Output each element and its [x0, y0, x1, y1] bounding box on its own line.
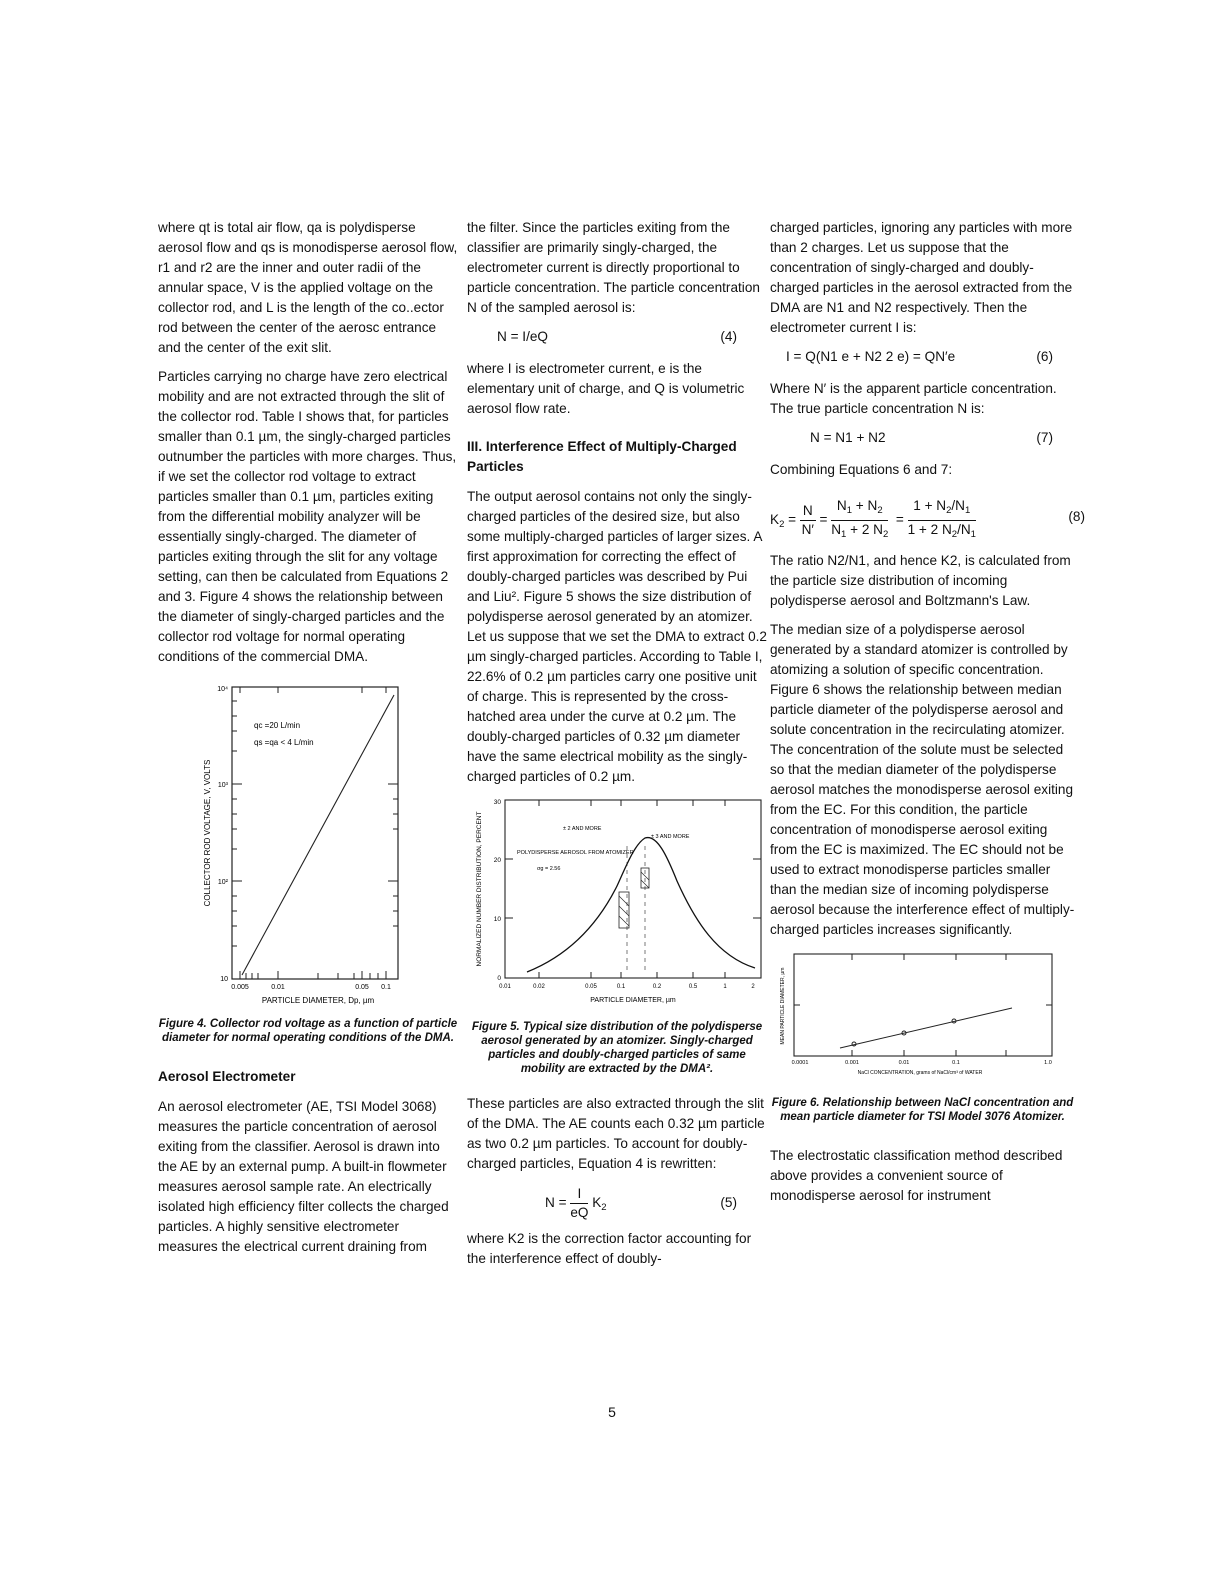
y-axis-label: NORMALIZED NUMBER DISTRIBUTION, PERCENT	[476, 811, 483, 967]
y-tick-label: 10³	[217, 782, 228, 789]
paragraph: Combining Equations 6 and 7:	[770, 462, 953, 477]
y-axis-label: MEAN PARTICLE DIAMETER, µm	[780, 967, 786, 1045]
paragraph: where K2 is the correction factor accounting for the interference effect of doubly-	[467, 1231, 752, 1266]
annotation: σg = 2.56	[537, 866, 561, 872]
figure-5-caption: Figure 5. Typical size distribution of the polydisperse aerosol generated by an atomizer. Singly-charged particles and doubly-charged particles of same mobility are extracted by the DMA².	[471, 1021, 763, 1075]
y-tick-label: 20	[493, 857, 501, 864]
legend-qc: qc =20 L/min	[254, 721, 301, 730]
x-tick-label: 2	[751, 984, 755, 990]
annotation: ± 2 AND MORE	[563, 826, 602, 832]
equation-4	[467, 327, 767, 353]
equation-6	[770, 347, 1075, 373]
trend-line	[840, 1008, 1012, 1048]
plot-frame	[794, 954, 1052, 1056]
y-axis-label: COLLECTOR ROD VOLTAGE, V, VOLTS	[203, 759, 212, 907]
equation-5	[467, 1183, 767, 1223]
figure-4	[158, 681, 458, 1045]
x-tick-label: 0.01	[898, 1060, 910, 1066]
equation-number: (4)	[720, 329, 737, 344]
paragraph: the filter. Since the particles exiting from the classifier are primarily singly-charged, the electrometer current is directly proportional to particle concentration. The particle concentration N of the sampled aerosol is:	[467, 220, 760, 315]
equation-text: I = Q(N1 e + N2 2 e) = QN′e	[786, 349, 956, 364]
paragraph: The median size of a polydisperse aerosol generated by a standard atomizer is controlled by atomizing a solution of specific concentration. Figure 6 shows the relationship between median particle diameter of the polydisperse aerosol and solute concentration in the recirculating atomizer. The concentration of the solute must be selected so that the median diameter of the polydisperse aerosol matches the monodisperse aerosol exiting from the EC. For this condition, the particle concentration of monodisperse aerosol exiting from the EC is maximized. The EC should not be used to extract monodisperse particles smaller than the median size of incoming polydisperse aerosol because the interference effect of multiply-charged particles increases significantly.	[770, 622, 1075, 937]
x-tick-label: 0.0001	[791, 1060, 809, 1066]
equation-8	[770, 489, 1085, 545]
y-tick-label: 10	[220, 976, 228, 983]
paragraph: An aerosol electrometer (AE, TSI Model 3068) measures the particle concentration of aerosol exiting from the classifier. Aerosol is drawn into the AE by an external pump. A built-in flowmeter measures aerosol sample rate. An electrically isolated high efficiency filter collects the charged particles. A highly sensitive electrometer measures the electrical current draining from	[158, 1099, 449, 1254]
annotation: ± 3 AND MORE	[651, 834, 690, 840]
equation-7	[770, 428, 1075, 454]
x-tick-label: 0.1	[952, 1060, 960, 1066]
y-tick-label: 30	[493, 799, 501, 806]
plot-frame	[232, 687, 398, 979]
section-heading: Aerosol Electrometer	[158, 1069, 296, 1084]
figure-5-chart	[467, 796, 767, 1010]
paragraph: Particles carrying no charge have zero electrical mobility and are not extracted through the slit of the collector rod. Table I shows that, for particles smaller than 0.1 µm, the singly-charged particles outnumber the particles with more charges. Thus, if we set the collector rod voltage to extract particles smaller than 0.1 µm, particles exiting from the differential mobility analyzer will be essentially singly-charged. The diameter of particles exiting through the slit for any voltage setting, can then be calculated from Equations 2 and 3. Figure 4 shows the relationship between the diameter of singly-charged particles and the collector rod voltage for normal operating conditions of the commercial DMA.	[158, 369, 457, 664]
figure-6	[770, 950, 1075, 1124]
x-tick-label: 1	[723, 984, 727, 990]
x-tick-label: 0.1	[381, 984, 391, 991]
y-tick-label: 0	[497, 975, 501, 982]
x-axis-label: PARTICLE DIAMETER, Dp, µm	[261, 996, 375, 1005]
paragraph: The output aerosol contains not only the singly-charged particles of the desired size, but also some multiply-charged particles of larger sizes. A first approximation for correcting the effect of doubly-charged particles was described by Pui and Liu². Figure 5 shows the size distribution of polydisperse aerosol generated by an atomizer. Let us suppose that we set the DMA to extract 0.2 µm singly-charged particles. According to Table I, 22.6% of 0.2 µm particles carry one positive unit of charge. This is represented by the cross-hatched area under the curve at 0.2 µm. The doubly-charged particles of 0.32 µm diameter have the same electrical mobility as the singly-charged particles of 0.2 µm.	[467, 489, 767, 784]
section-heading: III. Interference Effect of Multiply-Charged Particles	[467, 439, 737, 474]
equation-number: (6)	[1036, 349, 1053, 364]
x-tick-label: 0.01	[499, 984, 511, 990]
x-tick-label: 0.05	[585, 984, 597, 990]
voltage-line	[242, 695, 394, 975]
paragraph: Where N′ is the apparent particle concentration. The true particle concentration N is:	[770, 381, 1057, 416]
distribution-curve	[527, 838, 755, 972]
equation-number: (5)	[720, 1195, 737, 1210]
x-tick-label: 0.05	[355, 984, 369, 991]
paragraph: charged particles, ignoring any particles with more than 2 charges. Let us suppose that the concentration of singly-charged and doubly-charged particles in the aerosol extracted from the DMA are N1 and N2 respectively. Then the electrometer current I is:	[770, 220, 1073, 335]
figure-4-caption: Figure 4. Collector rod voltage as a function of particle diameter for normal operating conditions of the DMA.	[158, 1018, 458, 1044]
x-axis-label: PARTICLE DIAMETER, µm	[590, 997, 676, 1004]
x-tick-label: 0.5	[688, 984, 698, 990]
equation-text: $K_2$ = $\frac{N}{N'}$ = $\frac{N_1 + N_2}{N_1 + 2 N_2}$ = $\frac{1 + N_2/N_1}{1 + 2 N_2/N_1}$	[770, 498, 976, 540]
paragraph: where I is electrometer current, e is the elementary unit of charge, and Q is volumetric aerosol flow rate.	[467, 361, 745, 416]
legend-qs: qs =qa < 4 L/min	[254, 738, 314, 747]
ticks	[505, 800, 761, 978]
plot-frame	[505, 800, 761, 978]
y-tick-label: 10⁴	[217, 686, 228, 693]
x-tick-label: 1.0	[1044, 1060, 1052, 1066]
column-3	[770, 218, 1085, 1215]
annotation: POLYDISPERSE AEROSOL FROM ATOMIZER	[517, 850, 634, 856]
paragraph: The ratio N2/N1, and hence K2, is calculated from the particle size distribution of incoming polydisperse aerosol and Boltzmann's Law.	[770, 553, 1071, 608]
x-tick-label: 0.005	[231, 984, 249, 991]
y-tick-label: 10	[493, 916, 501, 923]
paragraph: The electrostatic classification method described above provides a convenient source of monodisperse aerosol for instrument	[770, 1148, 1063, 1203]
x-tick-label: 0.1	[616, 984, 626, 990]
x-tick-label: 0.2	[652, 984, 662, 990]
figure-6-chart	[770, 950, 1070, 1082]
paragraph: where qt is total air flow, qa is polydisperse aerosol flow and qs is monodisperse aerosol flow, r1 and r2 are the inner and outer radii of the annular space, V is the applied voltage on the collector rod, and L is the length of the co..ector rod between the center of the aerosc entrance and the center of the exit slit.	[158, 220, 458, 355]
equation-text: N = $\frac{I}{eQ}$ $K_2$	[545, 1186, 607, 1220]
equation-number: (7)	[1036, 430, 1053, 445]
figure-5	[467, 796, 767, 1076]
x-tick-label: 0.02	[533, 984, 545, 990]
ticks	[794, 954, 1052, 1056]
x-axis-label: NaCl CONCENTRATION, grams of NaCl/cm³ of WATER	[857, 1070, 983, 1076]
figure-6-caption: Figure 6. Relationship between NaCl concentration and mean particle diameter for TSI Model 3076 Atomizer.	[771, 1097, 1074, 1123]
paragraph: These particles are also extracted through the slit of the DMA. The AE counts each 0.32 µm particle as two 0.2 µm particles. To account for doubly-charged particles, Equation 4 is rewritten:	[467, 1096, 765, 1171]
column-2	[467, 218, 767, 1278]
figure-4-chart	[158, 681, 458, 1011]
x-tick-label: 0.01	[271, 984, 285, 991]
page-number: 5	[608, 1404, 616, 1420]
y-tick-label: 10²	[217, 879, 228, 886]
equation-number: (8)	[1068, 509, 1085, 524]
equation-text: N = N1 + N2	[810, 430, 886, 445]
x-ticks	[240, 687, 386, 979]
x-tick-label: 0.001	[845, 1060, 859, 1066]
column-1	[158, 218, 458, 1266]
equation-text: N = I/eQ	[497, 329, 548, 344]
